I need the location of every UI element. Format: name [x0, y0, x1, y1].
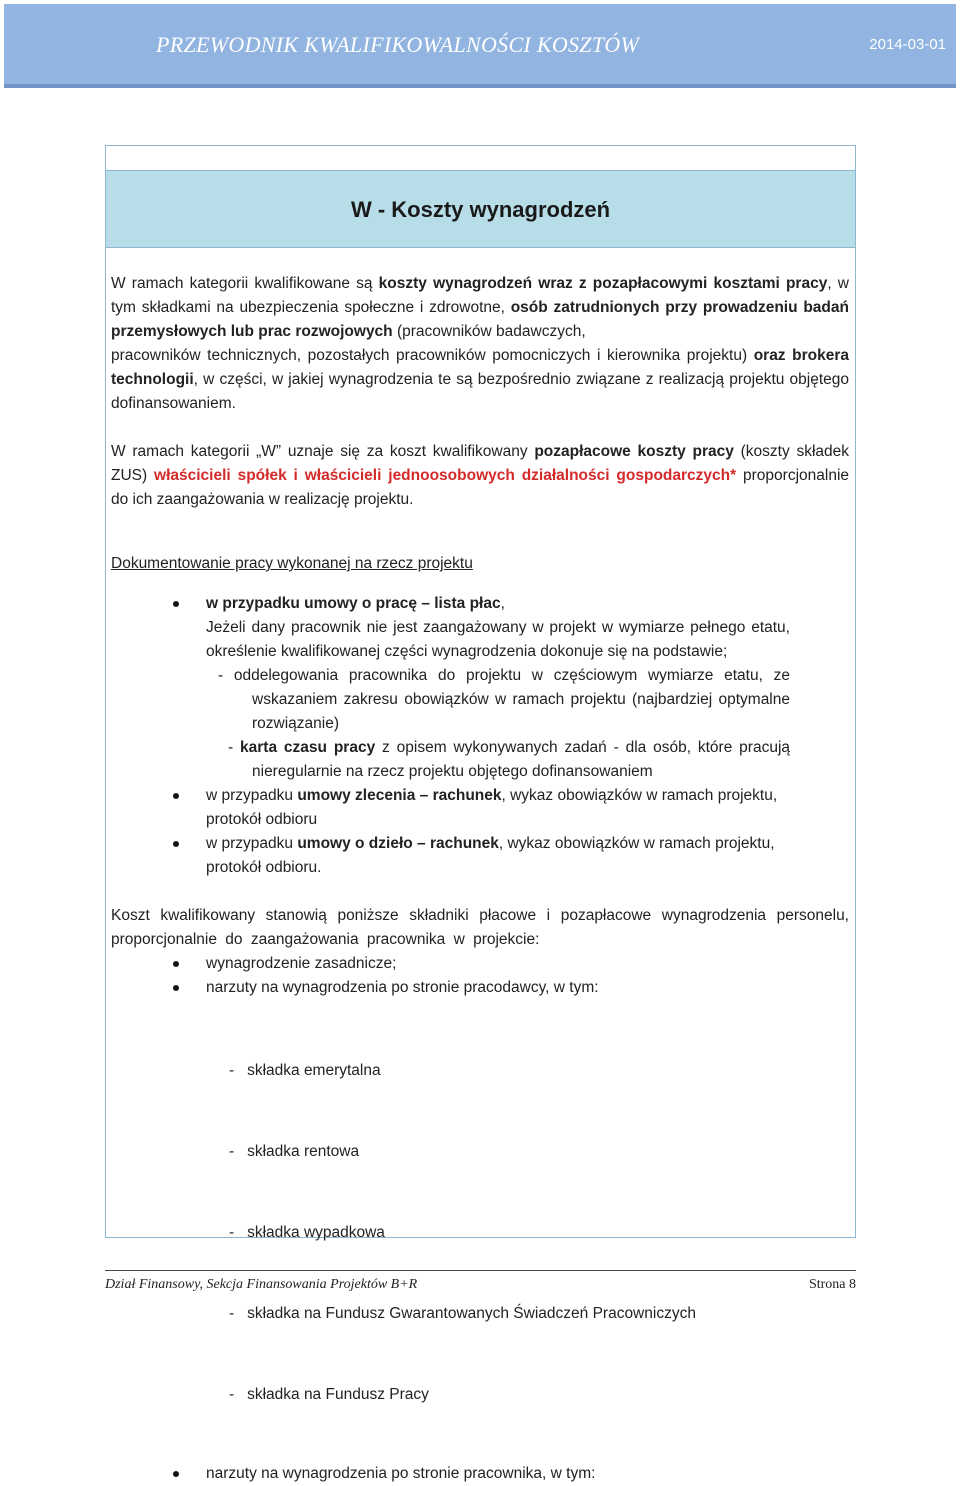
subitem-timesheet	[206, 736, 790, 784]
text: , w części, w jakiej wynagrodzenia te są bezpośrednio związane z realizacją projektu objętego dofinansowaniem.	[111, 371, 849, 412]
list-item-base-salary	[111, 952, 849, 976]
contribution-item: - składka na Fundusz Pracy	[229, 1386, 429, 1403]
bold-text: umowy o dzieło – rachunek	[297, 835, 499, 852]
employment-note: Jeżeli dany pracownik nie jest zaangażowany w projekt w wymiarze pełnego etatu, określenie kwalifikowanej części wynagrodzenia dokonuje się na podstawie;	[206, 619, 790, 660]
footer-rule	[105, 1270, 856, 1271]
bullet-icon	[173, 793, 179, 799]
header-date: 2014-03-01	[869, 36, 946, 53]
bullet-icon	[173, 1471, 179, 1477]
section-title-bar	[106, 170, 855, 248]
document-body	[111, 272, 849, 1486]
highlighted-text: właścicieli spółek i właścicieli jednoosobowych działalności gospodarczych*	[154, 467, 737, 484]
bold-text: osób zatrudnionych przy prowadzeniu badań przemysłowych lub prac rozwojowych	[111, 299, 849, 340]
header-title: PRZEWODNIK KWALIFIKOWALNOŚCI KOSZTÓW	[156, 32, 640, 57]
text: , wykaz obowiązków w ramach projektu, protokół odbioru	[206, 787, 778, 828]
bold-text: pozapłacowe koszty pracy	[534, 443, 734, 460]
paragraph-intro-cont	[111, 344, 849, 416]
bullet-icon	[173, 601, 179, 607]
text: (koszty składek ZUS)	[111, 443, 849, 484]
paragraph-intro	[111, 272, 849, 344]
section-title: W - Koszty wynagrodzeń	[350, 197, 611, 222]
bullet-icon	[173, 961, 179, 967]
list-item-work-contract	[111, 832, 849, 880]
list-item-text: narzuty na wynagrodzenia po stronie pracodawcy, w tym:	[206, 979, 599, 996]
list-item-text: wynagrodzenie zasadnicze;	[206, 955, 397, 972]
text: W ramach kategorii kwalifikowane są	[111, 275, 379, 292]
contribution-item: - składka emerytalna	[229, 1062, 381, 1079]
text: w przypadku	[206, 787, 298, 804]
text: ,	[500, 595, 505, 612]
list-item-employee-charges	[111, 1462, 849, 1486]
page-header	[4, 4, 956, 88]
list-item-text: narzuty na wynagrodzenia po stronie pracownika, w tym:	[206, 1465, 596, 1482]
list-item-mandate	[111, 784, 849, 832]
page-number: Strona 8	[808, 1277, 856, 1292]
documentation-heading: Dokumentowanie pracy wykonanej na rzecz projektu	[111, 555, 473, 572]
text: , w tym składkami na ubezpieczenia społeczne i zdrowotne,	[111, 275, 849, 316]
text: -	[228, 739, 241, 756]
text: - oddelegowania pracownika do projektu w częściowym wymiarze etatu, ze wskazaniem zakresu obowiązków w ramach projektu (najbardziej optymalne rozwiązanie)	[218, 667, 790, 732]
bullet-icon	[173, 985, 179, 991]
bullet-icon	[173, 841, 179, 847]
text: proporcjonalnie do ich zaangażowania w realizację projektu.	[111, 467, 850, 508]
bold-text: w przypadku umowy o pracę – lista płac	[206, 595, 501, 612]
text: , wykaz obowiązków w ramach projektu, protokół odbioru.	[206, 835, 775, 876]
list-item-employment	[111, 592, 849, 784]
contribution-item: - składka wypadkowa	[229, 1224, 385, 1241]
paragraph-w-category	[111, 440, 849, 512]
bold-text: umowy zlecenia – rachunek	[297, 787, 502, 804]
contribution-item: - składka na Fundusz Gwarantowanych Świadczeń Pracowniczych	[229, 1305, 696, 1322]
bold-text: koszty wynagrodzeń wraz z pozapłacowymi kosztami pracy	[378, 275, 828, 292]
text: W ramach kategorii „W” uznaje się za koszt kwalifikowany	[111, 443, 535, 460]
bold-text: karta czasu pracy	[240, 739, 376, 756]
paragraph-eligible-cost: Koszt kwalifikowany stanowią poniższe składniki płacowe i pozapłacowe wynagrodzenia personelu, proporcjonalnie do zaangażowania pracownika w projekcie:	[111, 907, 849, 948]
list-item-employer-charges	[111, 976, 849, 1000]
text: pracowników technicznych, pozostałych pracowników pomocniczych i kierownika projektu)	[111, 347, 754, 364]
contribution-item: - składka rentowa	[229, 1143, 360, 1160]
footer-department: Dział Finansowy, Sekcja Finansowania Projektów B+R	[105, 1277, 418, 1292]
subitem-delegation	[206, 664, 790, 736]
contribution-list	[111, 1003, 849, 1462]
text: (pracowników badawczych,	[392, 323, 586, 340]
text: w przypadku	[206, 835, 298, 852]
text: z opisem wykonywanych zadań - dla osób, które pracują nieregularnie na rzecz projektu objętego dofinansowaniem	[252, 739, 791, 780]
bold-text: oraz brokera technologii	[111, 347, 849, 388]
